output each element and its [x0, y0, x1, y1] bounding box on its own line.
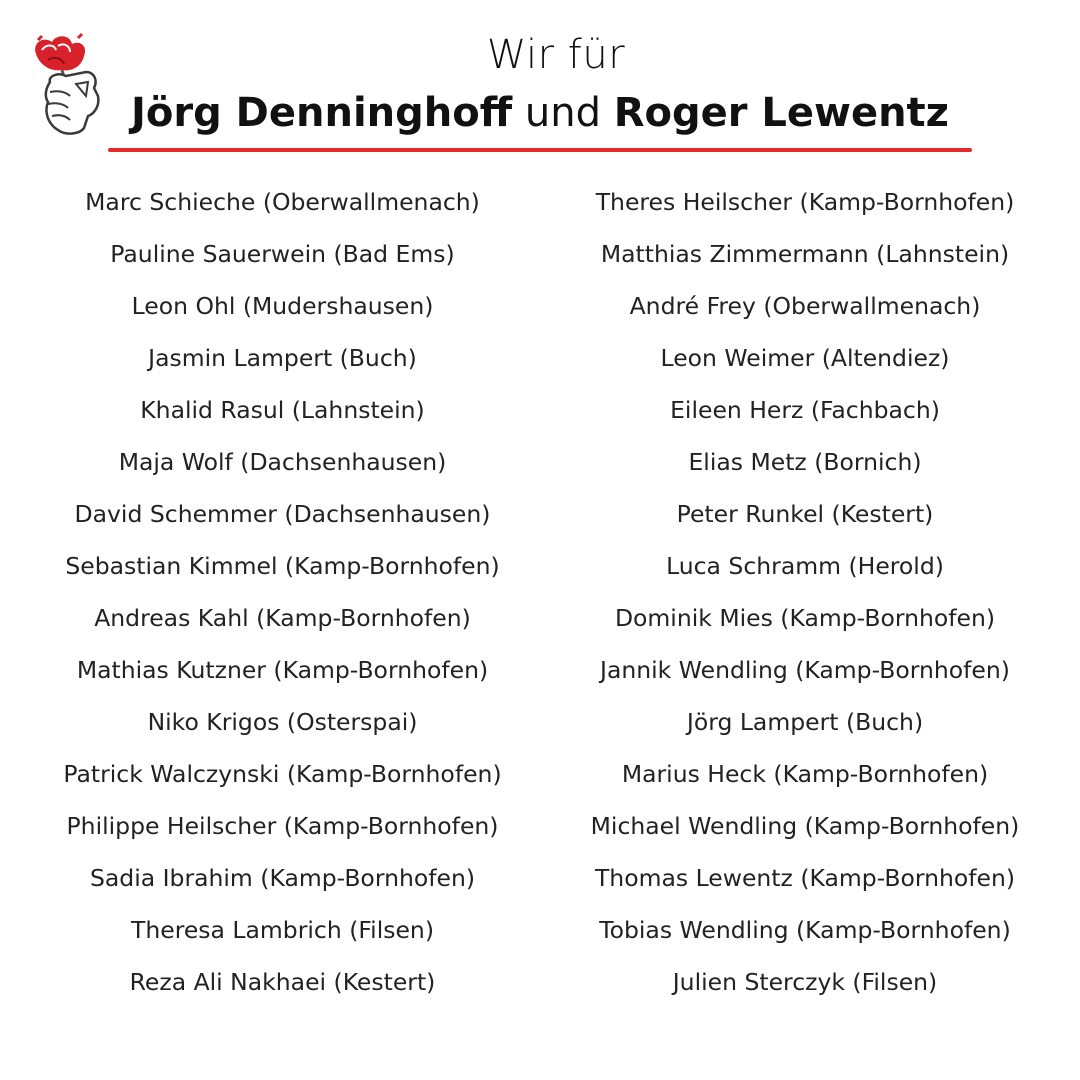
supporter-name: Leon Ohl (Mudershausen)	[131, 292, 434, 320]
supporter-name: Marius Heck (Kamp-Bornhofen)	[621, 760, 989, 788]
supporter-name: Jasmin Lampert (Buch)	[148, 344, 417, 372]
supporter-name: Dominik Mies (Kamp-Bornhofen)	[614, 604, 996, 632]
supporters-left-column	[40, 180, 525, 1012]
headline: Wir für	[486, 32, 626, 78]
candidate-2-name: Roger Lewentz	[613, 90, 949, 136]
supporter-name: Patrick Walczynski (Kamp-Bornhofen)	[63, 760, 502, 788]
supporter-name: Khalid Rasul (Lahnstein)	[140, 396, 425, 424]
supporter-name: Michael Wendling (Kamp-Bornhofen)	[590, 812, 1020, 840]
supporter-name: Sebastian Kimmel (Kamp-Bornhofen)	[65, 552, 500, 580]
supporter-name: Marc Schieche (Oberwallmenach)	[85, 188, 480, 216]
title-connector: und	[524, 90, 601, 136]
title-divider	[108, 148, 972, 152]
supporter-name: Thomas Lewentz (Kamp-Bornhofen)	[594, 864, 1016, 892]
supporter-name: Sadia Ibrahim (Kamp-Bornhofen)	[89, 864, 476, 892]
candidate-1-name: Jörg Denninghoff	[131, 90, 513, 136]
supporter-name: Jannik Wendling (Kamp-Bornhofen)	[600, 656, 1010, 684]
supporter-name: Tobias Wendling (Kamp-Bornhofen)	[599, 916, 1011, 944]
supporter-name: Eileen Herz (Fachbach)	[670, 396, 940, 424]
supporter-name: Theres Heilscher (Kamp-Bornhofen)	[595, 188, 1015, 216]
supporter-name: Mathias Kutzner (Kamp-Bornhofen)	[76, 656, 489, 684]
supporter-name: Luca Schramm (Herold)	[666, 552, 944, 580]
supporter-name: Leon Weimer (Altendiez)	[660, 344, 950, 372]
supporter-name: Reza Ali Nakhaei (Kestert)	[129, 968, 436, 996]
supporter-name: Matthias Zimmermann (Lahnstein)	[600, 240, 1010, 268]
supporter-name: Philippe Heilscher (Kamp-Bornhofen)	[66, 812, 499, 840]
supporters-right-column	[560, 180, 1050, 1012]
supporter-name: Peter Runkel (Kestert)	[676, 500, 934, 528]
supporter-name: André Frey (Oberwallmenach)	[629, 292, 981, 320]
supporter-name: Theresa Lambrich (Filsen)	[131, 916, 434, 944]
supporter-name: Elias Metz (Bornich)	[688, 448, 922, 476]
supporter-name: David Schemmer (Dachsenhausen)	[74, 500, 491, 528]
supporter-name: Julien Sterczyk (Filsen)	[672, 968, 938, 996]
supporter-name: Pauline Sauerwein (Bad Ems)	[110, 240, 455, 268]
supporter-name: Andreas Kahl (Kamp-Bornhofen)	[94, 604, 471, 632]
supporter-name: Jörg Lampert (Buch)	[686, 708, 924, 736]
candidates-title	[0, 90, 1080, 136]
supporter-name: Niko Krigos (Osterspai)	[147, 708, 418, 736]
supporter-name: Maja Wolf (Dachsenhausen)	[118, 448, 447, 476]
